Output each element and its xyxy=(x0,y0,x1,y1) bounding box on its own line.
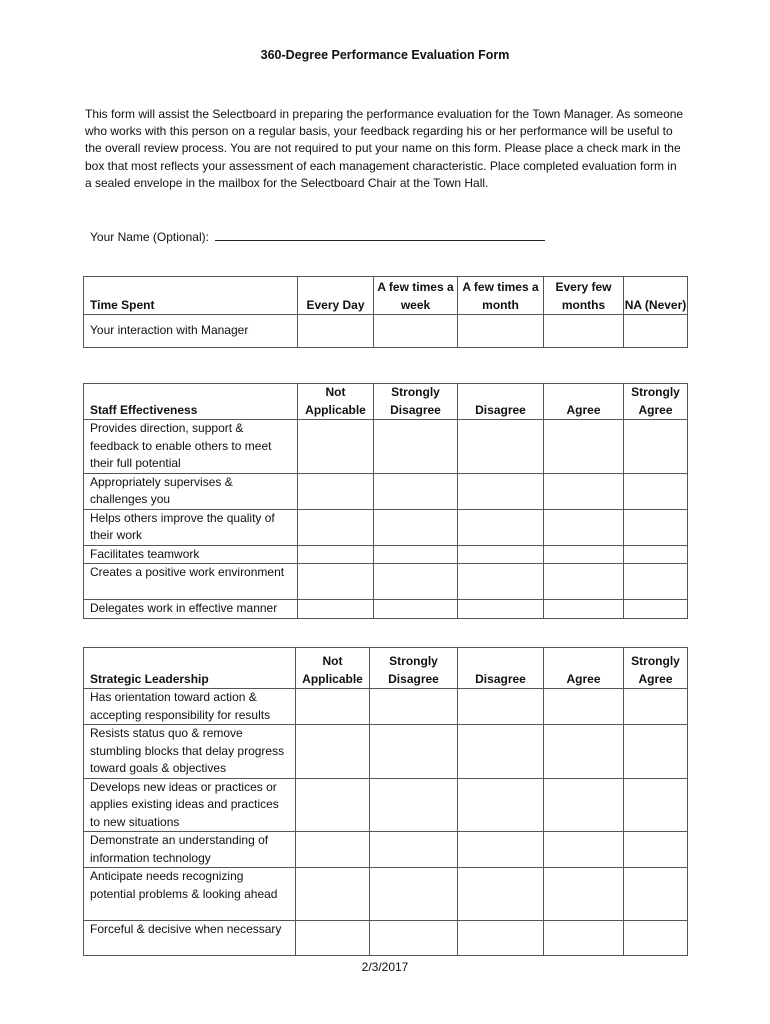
column-header: NA (Never) xyxy=(624,277,688,315)
column-header: Strongly Disagree xyxy=(374,384,458,420)
checkbox-cell[interactable] xyxy=(544,725,624,779)
checkbox-cell[interactable] xyxy=(370,832,458,868)
row-label: Has orientation toward action & accepting responsibility for results xyxy=(84,689,296,725)
table-row xyxy=(84,473,688,509)
column-header: Every few months xyxy=(544,277,624,315)
checkbox-cell[interactable] xyxy=(624,315,688,348)
checkbox-cell[interactable] xyxy=(624,921,688,956)
checkbox-cell[interactable] xyxy=(298,473,374,509)
column-header: Agree xyxy=(544,384,624,420)
checkbox-cell[interactable] xyxy=(624,725,688,779)
row-label: Provides direction, support & feedback to enable others to meet their full potential xyxy=(84,420,298,474)
checkbox-cell[interactable] xyxy=(624,778,688,832)
checkbox-cell[interactable] xyxy=(458,473,544,509)
checkbox-cell[interactable] xyxy=(458,868,544,921)
checkbox-cell[interactable] xyxy=(374,564,458,600)
checkbox-cell[interactable] xyxy=(298,315,374,348)
table-row xyxy=(84,778,688,832)
table-row xyxy=(84,689,688,725)
checkbox-cell[interactable] xyxy=(374,509,458,545)
checkbox-cell[interactable] xyxy=(544,473,624,509)
checkbox-cell[interactable] xyxy=(370,689,458,725)
row-label: Resists status quo & remove stumbling blocks that delay progress toward goals & objectives xyxy=(84,725,296,779)
checkbox-cell[interactable] xyxy=(296,832,370,868)
checkbox-cell[interactable] xyxy=(370,921,458,956)
table-row xyxy=(84,725,688,779)
strategic-leadership-table xyxy=(83,647,688,956)
checkbox-cell[interactable] xyxy=(298,420,374,474)
checkbox-cell[interactable] xyxy=(624,545,688,564)
checkbox-cell[interactable] xyxy=(624,473,688,509)
column-header: Not Applicable xyxy=(298,384,374,420)
checkbox-cell[interactable] xyxy=(544,315,624,348)
checkbox-cell[interactable] xyxy=(624,564,688,600)
name-input-line[interactable] xyxy=(215,228,545,241)
checkbox-cell[interactable] xyxy=(458,315,544,348)
checkbox-cell[interactable] xyxy=(544,778,624,832)
checkbox-cell[interactable] xyxy=(374,545,458,564)
checkbox-cell[interactable] xyxy=(544,420,624,474)
checkbox-cell[interactable] xyxy=(544,509,624,545)
table-row xyxy=(84,564,688,600)
column-header: Agree xyxy=(544,648,624,689)
checkbox-cell[interactable] xyxy=(370,778,458,832)
checkbox-cell[interactable] xyxy=(458,509,544,545)
column-header: Disagree xyxy=(458,384,544,420)
checkbox-cell[interactable] xyxy=(374,473,458,509)
strategic-leadership-title: Strategic Leadership xyxy=(84,648,296,689)
checkbox-cell[interactable] xyxy=(624,868,688,921)
row-label: Appropriately supervises & challenges you xyxy=(84,473,298,509)
row-label: Demonstrate an understanding of information technology xyxy=(84,832,296,868)
checkbox-cell[interactable] xyxy=(624,689,688,725)
table-row xyxy=(84,545,688,564)
checkbox-cell[interactable] xyxy=(624,832,688,868)
row-label: Facilitates teamwork xyxy=(84,545,298,564)
checkbox-cell[interactable] xyxy=(624,509,688,545)
checkbox-cell[interactable] xyxy=(458,689,544,725)
checkbox-cell[interactable] xyxy=(370,868,458,921)
column-header: Disagree xyxy=(458,648,544,689)
checkbox-cell[interactable] xyxy=(544,832,624,868)
checkbox-cell[interactable] xyxy=(458,921,544,956)
table-row xyxy=(84,832,688,868)
checkbox-cell[interactable] xyxy=(296,868,370,921)
table-row xyxy=(84,509,688,545)
row-label: Anticipate needs recognizing potential problems & looking ahead xyxy=(84,868,296,921)
row-label: Creates a positive work environment xyxy=(84,564,298,600)
checkbox-cell[interactable] xyxy=(296,778,370,832)
row-label: Your interaction with Manager xyxy=(84,315,298,348)
checkbox-cell[interactable] xyxy=(544,600,624,619)
table-header-row xyxy=(84,384,688,420)
checkbox-cell[interactable] xyxy=(544,921,624,956)
checkbox-cell[interactable] xyxy=(458,564,544,600)
column-header: A few times a week xyxy=(374,277,458,315)
checkbox-cell[interactable] xyxy=(458,778,544,832)
checkbox-cell[interactable] xyxy=(544,868,624,921)
checkbox-cell[interactable] xyxy=(458,832,544,868)
checkbox-cell[interactable] xyxy=(296,689,370,725)
checkbox-cell[interactable] xyxy=(296,725,370,779)
checkbox-cell[interactable] xyxy=(296,921,370,956)
name-field-row xyxy=(90,228,545,244)
footer-date: 2/3/2017 xyxy=(361,960,409,974)
column-header: Strongly Agree xyxy=(624,648,688,689)
checkbox-cell[interactable] xyxy=(374,420,458,474)
checkbox-cell[interactable] xyxy=(298,564,374,600)
checkbox-cell[interactable] xyxy=(370,725,458,779)
row-label: Develops new ideas or practices or applies existing ideas and practices to new situations xyxy=(84,778,296,832)
checkbox-cell[interactable] xyxy=(458,725,544,779)
time-spent-table xyxy=(83,276,688,348)
column-header: Strongly Agree xyxy=(624,384,688,420)
table-row xyxy=(84,420,688,474)
table-row xyxy=(84,868,688,921)
checkbox-cell[interactable] xyxy=(544,689,624,725)
checkbox-cell[interactable] xyxy=(544,545,624,564)
row-label: Delegates work in effective manner xyxy=(84,600,298,619)
staff-effectiveness-title: Staff Effectiveness xyxy=(84,384,298,420)
checkbox-cell[interactable] xyxy=(624,600,688,619)
checkbox-cell[interactable] xyxy=(544,564,624,600)
table-header-row xyxy=(84,648,688,689)
checkbox-cell[interactable] xyxy=(298,600,374,619)
column-header: Every Day xyxy=(298,277,374,315)
checkbox-cell[interactable] xyxy=(298,509,374,545)
row-label: Forceful & decisive when necessary xyxy=(84,921,296,956)
column-header: A few times a month xyxy=(458,277,544,315)
table-row xyxy=(84,600,688,619)
time-spent-title: Time Spent xyxy=(84,277,298,315)
checkbox-cell[interactable] xyxy=(458,600,544,619)
checkbox-cell[interactable] xyxy=(624,420,688,474)
checkbox-cell[interactable] xyxy=(458,545,544,564)
staff-effectiveness-table xyxy=(83,383,688,619)
table-row xyxy=(84,315,688,348)
column-header: Strongly Disagree xyxy=(370,648,458,689)
checkbox-cell[interactable] xyxy=(374,600,458,619)
column-header: Not Applicable xyxy=(296,648,370,689)
checkbox-cell[interactable] xyxy=(374,315,458,348)
checkbox-cell[interactable] xyxy=(458,420,544,474)
name-label: Your Name (Optional): xyxy=(90,230,209,244)
checkbox-cell[interactable] xyxy=(298,545,374,564)
table-header-row xyxy=(84,277,688,315)
table-row xyxy=(84,921,688,956)
intro-paragraph: This form will assist the Selectboard in preparing the performance evaluation for the Town Manager. As someone who works with this person on a regular basis, your feedback regarding his or her performance will be useful to the overall review process. You are not required to put your name on this form. Please place a check mark in the box that most reflects your assessment of each management characteristic. Place completed evaluation form in a sealed envelope in the mailbox for the Selectboard Chair at the Town Hall. xyxy=(85,107,684,190)
row-label: Helps others improve the quality of their work xyxy=(84,509,298,545)
form-title: 360-Degree Performance Evaluation Form xyxy=(260,48,510,62)
